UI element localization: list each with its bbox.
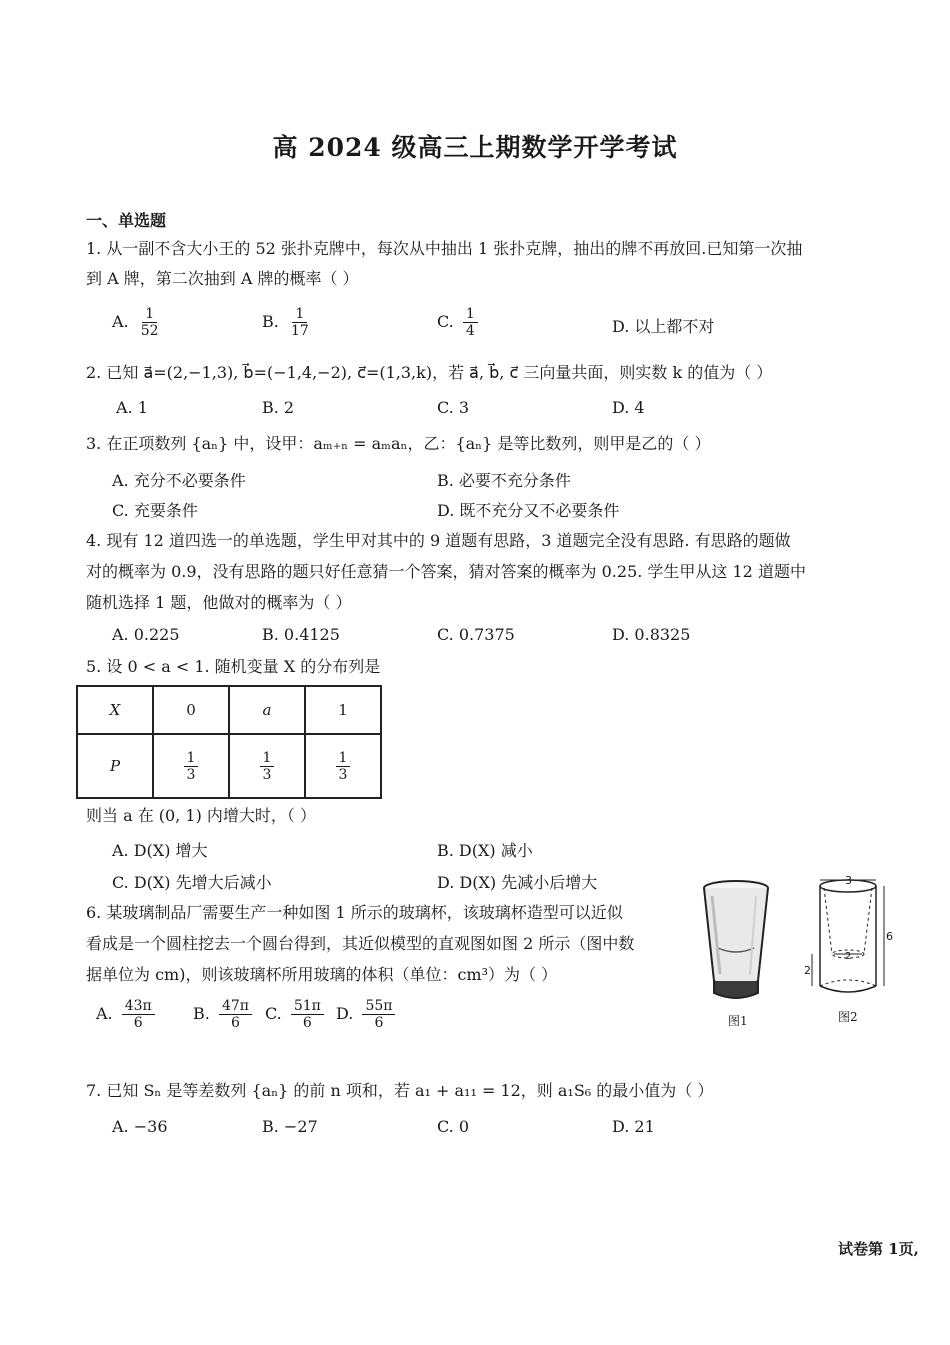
question-5-line-2: 则当 a 在 (0, 1) 内增大时，（ ）	[86, 806, 316, 825]
page-title: 高 2024 级高三上期数学开学考试	[272, 133, 678, 162]
fraction-numerator: 1	[260, 750, 275, 767]
q3-option-d: D. 既不充分又不必要条件	[437, 501, 620, 520]
section-heading: 一、单选题	[86, 211, 167, 230]
q6-option-a	[96, 998, 155, 1031]
dim-height-label: 6	[886, 930, 893, 943]
table-row	[77, 734, 381, 798]
option-label: B.	[193, 1004, 210, 1023]
fraction-denominator: 6	[133, 1015, 143, 1031]
fraction	[138, 306, 162, 339]
question-1-line-2: 到 A 牌，第二次抽到 A 牌的概率（ ）	[86, 269, 359, 288]
q2-option-c: C. 3	[437, 398, 470, 417]
question-6-line-3: 据单位为 cm)，则该玻璃杯所用玻璃的体积（单位：cm³）为（ ）	[86, 965, 558, 984]
table-cell	[305, 734, 381, 798]
fraction	[288, 306, 312, 339]
fraction	[463, 306, 478, 339]
table-row	[77, 686, 381, 734]
fraction-numerator: 51π	[291, 998, 324, 1015]
q5-option-d: D. D(X) 先减小后增大	[437, 873, 598, 892]
question-6-line-1: 6. 某玻璃制品厂需要生产一种如图 1 所示的玻璃杯，该玻璃杯造型可以近似	[86, 903, 623, 922]
question-5-line-1: 5. 设 0 < a < 1. 随机变量 X 的分布列是	[86, 657, 381, 676]
fraction	[362, 998, 395, 1031]
question-1-line-1: 1. 从一副不含大小王的 52 张扑克牌中，每次从中抽出 1 张扑克牌，抽出的牌不再放回.已知第一次抽	[86, 239, 803, 258]
q3-option-b: B. 必要不充分条件	[437, 471, 571, 490]
option-label: B.	[262, 312, 279, 331]
fraction-numerator: 55π	[362, 998, 395, 1015]
option-label: A.	[112, 312, 129, 331]
glass-figure-1	[700, 876, 780, 1006]
fraction-denominator: 6	[374, 1015, 384, 1031]
q6-option-d	[336, 998, 395, 1031]
q3-option-a: A. 充分不必要条件	[112, 471, 246, 490]
cylinder-figure-2	[800, 874, 892, 1002]
dim-bottom-label: 2	[804, 964, 811, 977]
fraction-numerator: 1	[336, 750, 351, 767]
dim-top-label: 3	[845, 874, 852, 887]
q4-option-c: C. 0.7375	[437, 625, 515, 644]
question-3-line-1: 3. 在正项数列 {aₙ} 中，设甲：aₘ₊ₙ = aₘaₙ，乙：{aₙ} 是等比数列，则甲是乙的（ ）	[86, 434, 711, 453]
fraction-numerator: 1	[463, 306, 478, 323]
table-cell: 0	[153, 686, 229, 734]
table-cell	[229, 734, 305, 798]
q2-option-a: A. 1	[116, 398, 148, 417]
page-footer: 试卷第 1页,	[838, 1240, 919, 1258]
fraction-numerator: 1	[292, 306, 307, 323]
fraction-denominator: 52	[140, 323, 159, 339]
fraction	[336, 750, 351, 783]
q5-option-a: A. D(X) 增大	[112, 841, 208, 860]
fraction-denominator: 17	[290, 323, 309, 339]
question-6-line-2: 看成是一个圆柱挖去一个圆台得到，其近似模型的直观图如图 2 所示（图中数	[86, 934, 635, 953]
table-cell: a	[229, 686, 305, 734]
question-2-line-1: 2. 已知 a⃗=(2,−1,3), b⃗=(−1,4,−2), c⃗=(1,3,k)，若 a⃗, b⃗, c⃗ 三向量共面，则实数 k 的值为（ ）	[86, 363, 773, 382]
fraction	[219, 998, 252, 1031]
question-4-line-2: 对的概率为 0.9，没有思路的题只好任意猜一个答案，猜对答案的概率为 0.25. 学生甲从这 12 道题中	[86, 562, 806, 581]
table-cell: P	[77, 734, 153, 798]
table-cell: X	[77, 686, 153, 734]
q5-option-c: C. D(X) 先增大后减小	[112, 873, 272, 892]
q3-option-c: C. 充要条件	[112, 501, 198, 520]
q4-option-d: D. 0.8325	[612, 625, 691, 644]
q1-option-b	[262, 306, 312, 339]
q4-option-a: A. 0.225	[112, 625, 180, 644]
fraction-numerator: 43π	[122, 998, 155, 1015]
fraction-denominator: 3	[262, 766, 272, 783]
fraction-denominator: 6	[302, 1015, 312, 1031]
fraction	[184, 750, 199, 783]
option-label: D.	[336, 1004, 354, 1023]
figure-1-caption: 图1	[728, 1014, 748, 1028]
fraction	[260, 750, 275, 783]
q5-option-b: B. D(X) 减小	[437, 841, 533, 860]
fraction-denominator: 3	[186, 766, 196, 783]
option-label: C.	[265, 1004, 282, 1023]
figure-2-caption: 图2	[838, 1010, 858, 1024]
fraction	[122, 998, 155, 1031]
fraction-numerator: 47π	[219, 998, 252, 1015]
q4-option-b: B. 0.4125	[262, 625, 340, 644]
question-7-line-1: 7. 已知 Sₙ 是等差数列 {aₙ} 的前 n 项和，若 a₁ + a₁₁ = 12，则 a₁S₆ 的最小值为（ ）	[86, 1081, 714, 1100]
option-label: C.	[437, 312, 454, 331]
q2-option-b: B. 2	[262, 398, 295, 417]
q1-option-d: D. 以上都不对	[612, 317, 715, 336]
q7-option-a: A. −36	[112, 1117, 168, 1136]
fraction	[291, 998, 324, 1031]
distribution-table	[76, 685, 382, 799]
q6-option-c	[265, 998, 324, 1031]
table-cell: 1	[305, 686, 381, 734]
q6-option-b	[193, 998, 252, 1031]
question-4-line-1: 4. 现有 12 道四选一的单选题，学生甲对其中的 9 道题有思路，3 道题完全没有思路. 有思路的题做	[86, 531, 791, 550]
fraction-denominator: 4	[465, 323, 475, 339]
table-cell	[153, 734, 229, 798]
q1-option-c	[437, 306, 478, 339]
fraction-denominator: 3	[338, 766, 348, 783]
q2-option-d: D. 4	[612, 398, 645, 417]
question-4-line-3: 随机选择 1 题，他做对的概率为（ ）	[86, 593, 352, 612]
option-label: A.	[96, 1004, 113, 1023]
fraction-denominator: 6	[230, 1015, 240, 1031]
dim-inner-label: 2	[845, 951, 852, 962]
q7-option-c: C. 0	[437, 1117, 470, 1136]
q1-option-a	[112, 306, 162, 339]
fraction-numerator: 1	[184, 750, 199, 767]
q7-option-b: B. −27	[262, 1117, 318, 1136]
fraction-numerator: 1	[142, 306, 157, 323]
q7-option-d: D. 21	[612, 1117, 655, 1136]
